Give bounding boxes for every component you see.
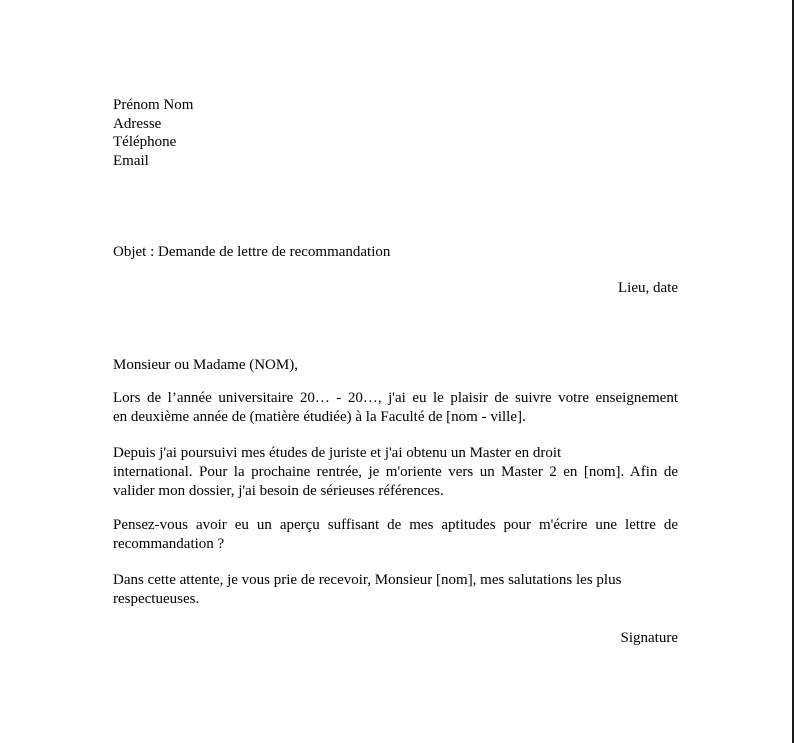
paragraph-1 (113, 389, 678, 426)
paragraph-line: recommandation ? (113, 535, 225, 552)
paragraph-line: Pensez-vous avoir eu un aperçu suffisant de mes aptitudes pour m'écrire une lettre de (113, 517, 678, 534)
sender-phone: Téléphone (113, 134, 177, 151)
sender-email: Email (113, 152, 149, 169)
paragraph-line: valider mon dossier, j'ai besoin de sérieuses références. (113, 482, 444, 499)
sender-address: Adresse (113, 115, 162, 132)
paragraph-line: respectueuses. (113, 590, 200, 607)
sender-name: Prénom Nom (113, 97, 194, 113)
paragraph-4 (113, 571, 678, 608)
paragraph-line: en deuxième année de (matière étudiée) à la Faculté de [nom - ville]. (113, 408, 526, 425)
paragraph-2 (113, 444, 678, 500)
salutation: Monsieur ou Madame (NOM), (113, 356, 298, 373)
letter-body (113, 96, 678, 647)
subject-line: Objet : Demande de lettre de recommandation (113, 244, 391, 261)
paragraph-line: Dans cette attente, je vous prie de recevoir, Monsieur [nom], mes salutations les plus (113, 572, 622, 589)
paragraph-line: international. Pour la prochaine rentrée, je m'oriente vers un Master 2 en [nom]. Afin de (113, 463, 678, 480)
place-date: Lieu, date (618, 279, 678, 296)
signature: Signature (620, 629, 678, 646)
sender-block (113, 96, 678, 170)
paragraph-3 (113, 516, 678, 553)
paragraph-line: Lors de l’année universitaire 20… - 20…, j'ai eu le plaisir de suivre votre enseignement (113, 390, 678, 407)
paragraph-line: Depuis j'ai poursuivi mes études de juriste et j'ai obtenu un Master en droit (113, 445, 562, 462)
